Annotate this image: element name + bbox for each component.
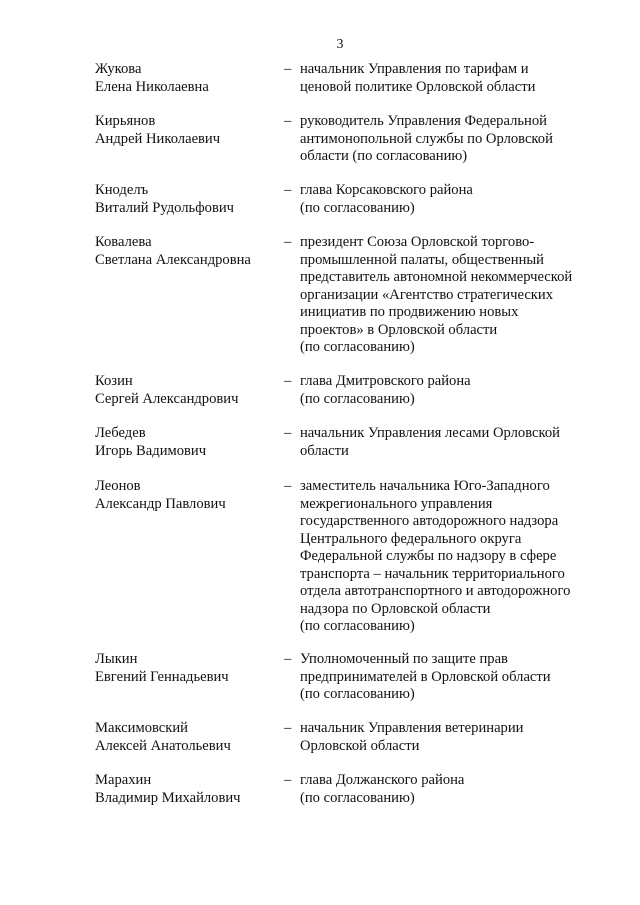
- page-number: 3: [336, 37, 344, 52]
- position-line: антимонопольной службы по Орловской: [300, 130, 553, 147]
- dash-separator: –: [284, 478, 292, 494]
- dash-separator: –: [284, 182, 292, 198]
- member-surname: Леонов: [95, 478, 141, 494]
- position-line: области: [300, 442, 349, 459]
- position-line: предпринимателей в Орловской области: [300, 668, 551, 685]
- member-surname: Лебедев: [95, 425, 146, 441]
- position-line: начальник Управления по тарифам и: [300, 61, 529, 77]
- member-given-names: Сергей Александрович: [95, 390, 239, 407]
- member-name: [95, 772, 280, 807]
- position-line: (по согласованию): [300, 390, 415, 407]
- member-surname: Ковалева: [95, 234, 152, 250]
- position-line: инициатив по продвижению новых: [300, 304, 519, 320]
- position-line: (по согласованию): [300, 789, 415, 806]
- member-position: [300, 720, 600, 755]
- position-line: транспорта – начальник территориального: [300, 565, 565, 582]
- member-given-names: Елена Николаевна: [95, 78, 209, 95]
- member-name: [95, 113, 280, 148]
- member-name: [95, 373, 280, 408]
- position-line: государственного автодорожного надзора: [300, 513, 559, 529]
- member-given-names: Владимир Михайлович: [95, 789, 241, 806]
- position-line: Центрального федерального округа: [300, 530, 522, 547]
- position-line: межрегионального управления: [300, 495, 493, 512]
- position-line: (по согласованию): [300, 686, 415, 702]
- position-line: области (по согласованию): [300, 148, 468, 164]
- member-given-names: Игорь Вадимович: [95, 442, 207, 459]
- member-surname: Жукова: [95, 61, 142, 77]
- member-name: [95, 234, 280, 269]
- member-position: [300, 373, 600, 408]
- position-line: отдела автотранспортного и автодорожного: [300, 583, 571, 599]
- member-surname: Козин: [95, 373, 133, 389]
- member-name: [95, 425, 280, 460]
- dash-separator: –: [284, 772, 292, 788]
- position-line: Орловской области: [300, 737, 420, 754]
- position-line: (по согласованию): [300, 339, 415, 355]
- position-line: заместитель начальника Юго-Западного: [300, 478, 550, 494]
- member-surname: Кноделъ: [95, 182, 149, 198]
- member-position: [300, 772, 600, 807]
- dash-separator: –: [284, 373, 292, 389]
- position-line: глава Должанского района: [300, 772, 465, 788]
- member-position: [300, 182, 600, 217]
- member-surname: Лыкин: [95, 651, 138, 667]
- position-line: начальник Управления лесами Орловской: [300, 425, 560, 441]
- position-line: проектов» в Орловской области: [300, 321, 498, 338]
- dash-separator: –: [284, 651, 292, 667]
- member-name: [95, 720, 280, 755]
- position-line: руководитель Управления Федеральной: [300, 113, 547, 129]
- member-name: [95, 61, 280, 96]
- position-line: промышленной палаты, общественный: [300, 251, 544, 268]
- member-name: [95, 478, 280, 513]
- position-line: организации «Агентство стратегических: [300, 286, 553, 303]
- member-position: [300, 61, 600, 96]
- position-line: Уполномоченный по защите прав: [300, 651, 508, 667]
- dash-separator: –: [284, 425, 292, 441]
- member-position: [300, 478, 600, 636]
- member-name: [95, 182, 280, 217]
- position-line: (по согласованию): [300, 618, 415, 634]
- member-given-names: Светлана Александровна: [95, 251, 251, 268]
- member-position: [300, 425, 600, 460]
- member-given-names: Евгений Геннадьевич: [95, 668, 229, 685]
- member-name: [95, 651, 280, 686]
- position-line: надзора по Орловской области: [300, 600, 491, 617]
- position-line: начальник Управления ветеринарии: [300, 720, 524, 736]
- member-surname: Марахин: [95, 772, 152, 788]
- member-given-names: Виталий Рудольфович: [95, 199, 235, 216]
- position-line: представитель автономной некоммерческой: [300, 269, 573, 285]
- position-line: президент Союза Орловской торгово-: [300, 234, 535, 250]
- dash-separator: –: [284, 234, 292, 250]
- position-line: ценовой политике Орловской области: [300, 78, 536, 95]
- member-position: [300, 651, 600, 704]
- position-line: (по согласованию): [300, 199, 415, 216]
- member-given-names: Александр Павлович: [95, 495, 226, 512]
- position-line: глава Дмитровского района: [300, 373, 471, 389]
- position-line: Федеральной службы по надзору в сфере: [300, 548, 557, 564]
- member-position: [300, 113, 600, 166]
- dash-separator: –: [284, 720, 292, 736]
- dash-separator: –: [284, 113, 292, 129]
- member-surname: Кирьянов: [95, 113, 156, 129]
- member-surname: Максимовский: [95, 720, 188, 736]
- position-line: глава Корсаковского района: [300, 182, 473, 198]
- dash-separator: –: [284, 61, 292, 77]
- member-given-names: Алексей Анатольевич: [95, 737, 231, 754]
- member-given-names: Андрей Николаевич: [95, 130, 221, 147]
- member-position: [300, 234, 600, 357]
